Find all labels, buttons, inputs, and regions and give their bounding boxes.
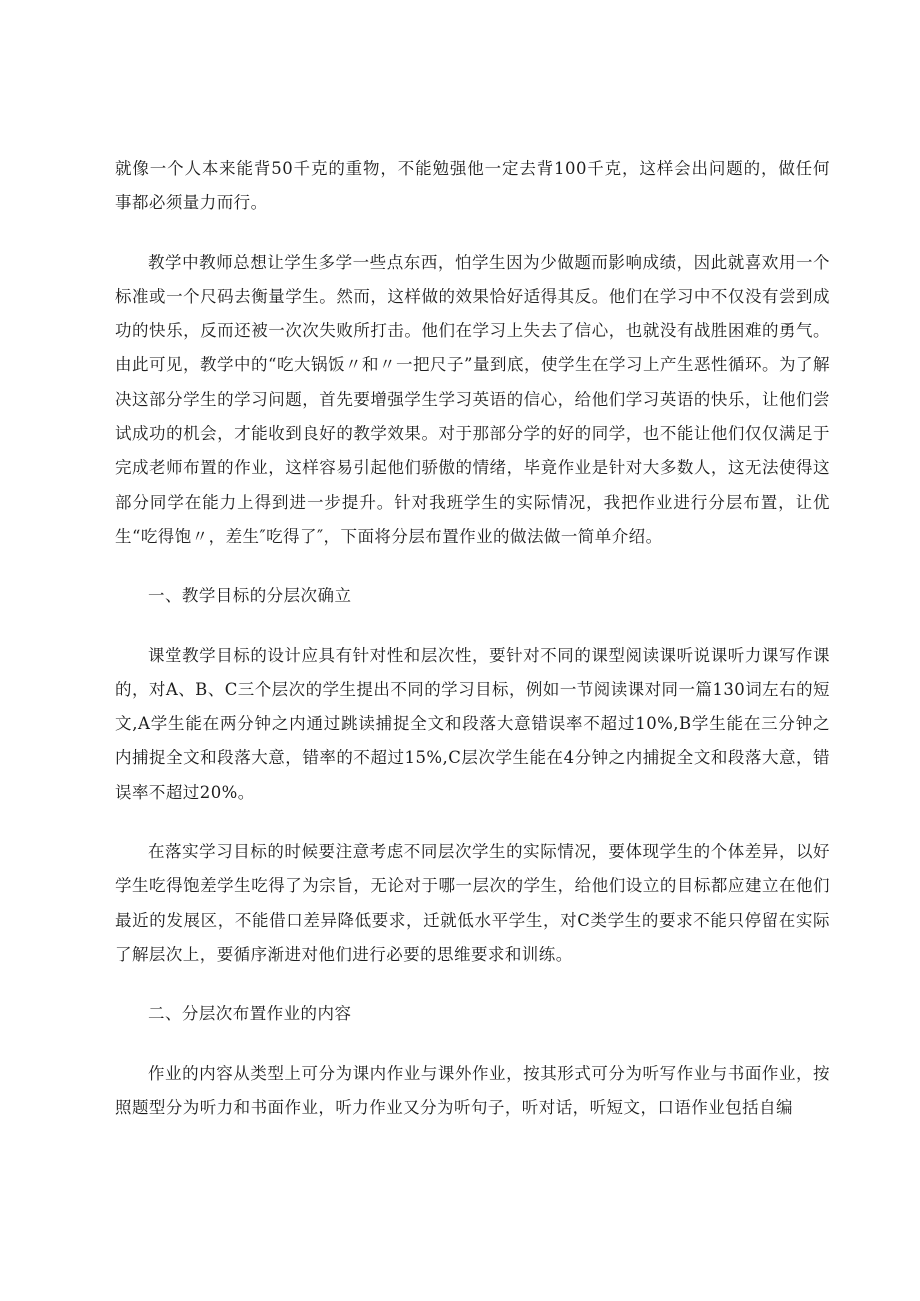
paragraph-body: 作业的内容从类型上可分为课内作业与课外作业，按其形式可分为听写作业与书面作业，按照题型分为听力和书面作业，听力作业又分为听句子，听对话，听短文，口语作业包括自编 (115, 1063, 830, 1117)
section-heading-2: 二、分层次布置作业的内容 (148, 1004, 352, 1024)
section-heading-1: 一、教学目标的分层次确立 (148, 586, 352, 606)
paragraph-body: 在落实学习目标的时候要注意考虑不同层次学生的实际情况，要体现学生的个体差异，以好学生吃得饱差学生吃得了为宗旨，无论对于哪一层次的学生，给他们设立的目标都应建立在他们最近的发展区，不能借口差异降低要求，迁就低水平学生，对C类学生的要求不能只停留在实际了解层次上，要循序渐进对他们进行必要的思维要求和训练。 (115, 842, 830, 964)
paragraph-continuation: 就像一个人本来能背50千克的重物，不能勉强他一定去背100千克，这样会出问题的，做任何事都必须量力而行。 (115, 159, 830, 213)
paragraph-body: 课堂教学目标的设计应具有针对性和层次性，要针对不同的课型阅读课听说课听力课写作课的，对A、B、C三个层次的学生提出不同的学习目标，例如一节阅读课对同一篇130词左右的短文,A学生能在两分钟之内通过跳读捕捉全文和段落大意错误率不超过10%,B学生能在三分钟之内捕捉全文和段落大意，错率的不超过15%,C层次学生能在4分钟之内捕捉全文和段落大意，错误率不超过20%。 (115, 645, 830, 802)
paragraph-body: 教学中教师总想让学生多学一些点东西，怕学生因为少做题而影响成绩，因此就喜欢用一个标准或一个尺码去衡量学生。然而，这样做的效果恰好适得其反。他们在学习中不仅没有尝到成功的快乐，反而还被一次次失败所打击。他们在学习上失去了信心，也就没有战胜困难的勇气。由此可见，教学中的“吃大锅饭〃和〃一把尺子”量到底，使学生在学习上产生恶性循环。为了解决这部分学生的学习问题，首先要增强学生学习英语的信心，给他们学习英语的快乐，让他们尝试成功的机会，才能收到良好的教学效果。对于那部分学的好的同学，也不能让他们仅仅满足于完成老师布置的作业，这样容易引起他们骄傲的情绪，毕竟作业是针对大多数人，这无法使得这部分同学在能力上得到进一步提升。针对我班学生的实际情况，我把作业进行分层布置，让优生“吃得饱〃，差生″吃得了″，下面将分层布置作业的做法做一简单介绍。 (115, 252, 830, 546)
document-page (115, 152, 830, 1150)
